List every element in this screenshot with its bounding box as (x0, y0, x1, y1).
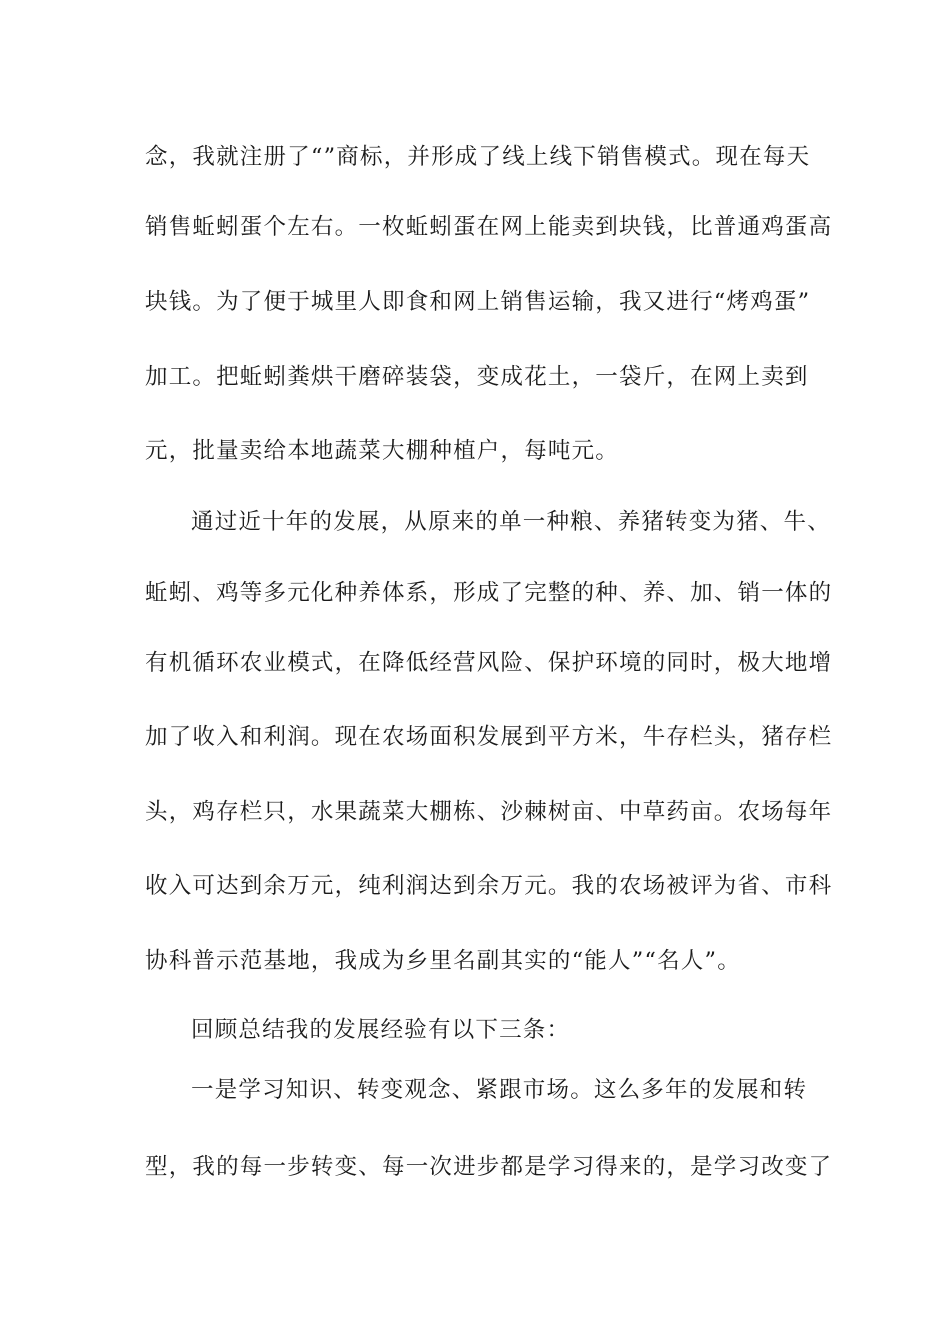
text-line: 销售蚯蚓蛋个左右。一枚蚯蚓蛋在网上能卖到块钱，比普通鸡蛋高 (145, 214, 833, 240)
paragraph-first-line: 回顾总结我的发展经验有以下三条： (191, 1017, 571, 1043)
text-line: 加了收入和利润。现在农场面积发展到平方米，牛存栏头，猪存栏 (145, 724, 833, 750)
text-line: 念，我就注册了“”商标，并形成了线上线下销售模式。现在每天 (145, 144, 811, 170)
text-line: 型，我的每一步转变、每一次进步都是学习得来的，是学习改变了 (145, 1154, 833, 1180)
paragraph-first-line: 通过近十年的发展，从原来的单一种粮、养猪转变为猪、牛、 (191, 509, 831, 535)
text-line: 块钱。为了便于城里人即食和网上销售运输，我又进行“烤鸡蛋” (145, 289, 811, 315)
paragraph-first-line: 一是学习知识、转变观念、紧跟市场。这么多年的发展和转 (191, 1077, 808, 1103)
text-line: 元，批量卖给本地蔬菜大棚种植户，每吨元。 (145, 438, 620, 464)
text-line: 协科普示范基地，我成为乡里名副其实的“能人”“名人”。 (145, 948, 741, 974)
text-line: 有机循环农业模式，在降低经营风险、保护环境的同时，极大地增 (145, 650, 833, 676)
text-line: 头，鸡存栏只，水果蔬菜大棚栋、沙棘树亩、中草药亩。农场每年 (145, 799, 833, 825)
text-line: 收入可达到余万元，纯利润达到余万元。我的农场被评为省、市科 (145, 873, 833, 899)
text-line: 加工。把蚯蚓粪烘干磨碎装袋，变成花土，一袋斤，在网上卖到 (145, 364, 809, 390)
text-line: 蚯蚓、鸡等多元化种养体系，形成了完整的种、养、加、销一体的 (145, 580, 833, 606)
